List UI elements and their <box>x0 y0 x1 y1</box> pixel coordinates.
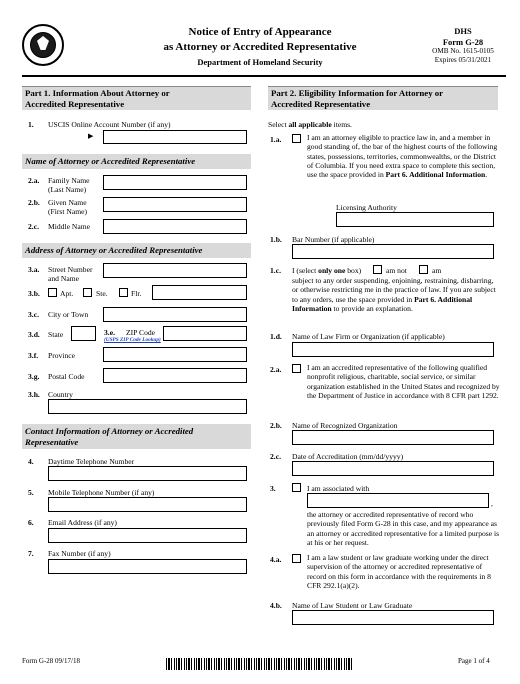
q1c-pre: I (select <box>292 266 319 275</box>
barcode-icon <box>166 658 352 670</box>
law-student-checkbox[interactable] <box>292 554 301 563</box>
name-section-heading: Name of Attorney or Accredited Representative <box>22 154 251 169</box>
arrow-icon: ▶ <box>88 132 94 140</box>
q1c-text: subject to any order suspending, enjoining, restraining, disbarring, or otherwise restricting me in the practice of law. If you are subject to any orders, use the space provided in <box>292 276 496 304</box>
licensing-authority-field[interactable] <box>336 212 494 227</box>
recognized-org-field[interactable] <box>292 430 494 445</box>
omb-number: OMB No. 1615-0105 <box>432 47 494 56</box>
select-pre: Select <box>268 120 289 129</box>
law-student-statement: I am a law student or law graduate working under the direct supervision of the attorney or accredited representative of record on this form in accordance with the requirements in 8 CFR 292.1(a)(2). <box>307 553 491 590</box>
am-not-checkbox[interactable] <box>373 265 382 274</box>
accredited-rep-statement: I am an accredited representative of the following qualified nonprofit religious, charitable, social service, or similar organization established in the United States and recognized by the Department of Justice in accordance with 8 CFR part 1292. <box>307 363 500 400</box>
q1d-number: 1.d. <box>270 332 282 341</box>
q1a-bold: Part 6. Additional Information <box>385 170 486 179</box>
family-name-field[interactable] <box>103 175 247 190</box>
q5-number: 5. <box>28 488 34 497</box>
q3c-number: 3.c. <box>28 310 39 319</box>
q4a-number-p2: 4.a. <box>270 555 282 564</box>
associated-statement: the attorney or accredited representative of record who previously filed Form G-28 in this case, and my appearance as an attorney or accredited representative for a limited purpose is at his or her request. <box>307 510 500 547</box>
law-firm-label: Name of Law Firm or Organization (if applicable) <box>292 332 445 341</box>
page-number: Page 1 of 4 <box>458 657 490 665</box>
apt-checkbox[interactable] <box>48 288 57 297</box>
form-number: Form G-28 <box>442 36 484 47</box>
street-label-1: Street Number <box>48 265 93 274</box>
contact-section-heading <box>22 424 251 449</box>
middle-name-field[interactable] <box>103 219 247 234</box>
province-field[interactable] <box>103 347 247 362</box>
q1a-text: I am an attorney eligible to practice law in, and a member in good standing of, the bar of the highest courts of the following states, possessions, territories, commonwealths, or the District of Columbia. If you need extra space to complete this section, use the space provided in <box>307 133 498 179</box>
middle-name-label: Middle Name <box>48 222 90 231</box>
q3f-number: 3.f. <box>28 351 39 360</box>
given-name-label-2: (First Name) <box>48 207 88 217</box>
q1c-number: 1.c. <box>270 266 281 275</box>
part1-title-line2: Accredited Representative <box>25 98 125 109</box>
part2-title-line2: Accredited Representative <box>271 98 371 109</box>
q2a-number-p2: 2.a. <box>270 365 282 374</box>
q3e-number: 3.e. <box>104 328 115 337</box>
given-name-label <box>48 198 87 217</box>
q3a-number: 3.a. <box>28 265 40 274</box>
ste-label: Ste. <box>96 289 108 298</box>
q1c-bold: only one <box>318 266 346 275</box>
q3h-number: 3.h. <box>28 390 40 399</box>
q3g-number: 3.g. <box>28 372 40 381</box>
daytime-phone-label: Daytime Telephone Number <box>48 457 135 466</box>
q2b-number-p2: 2.b. <box>270 421 282 430</box>
q1a-end: . <box>485 170 488 179</box>
uscis-account-field[interactable] <box>103 130 247 144</box>
mobile-phone-label: Mobile Telephone Number (if any) <box>48 488 155 497</box>
associated-label: I am associated with <box>307 484 370 493</box>
form-identifier <box>420 26 506 65</box>
given-name-field[interactable] <box>103 197 247 212</box>
province-label: Province <box>48 351 75 360</box>
family-name-label-2: (Last Name) <box>48 185 87 195</box>
state-select[interactable] <box>71 326 96 341</box>
agency: DHS <box>454 26 472 36</box>
ste-checkbox[interactable] <box>83 288 92 297</box>
part1-title <box>22 86 251 110</box>
family-name-label <box>48 176 90 195</box>
given-name-label-1: Given Name <box>48 198 87 207</box>
flr-label: Flr. <box>131 289 142 298</box>
dhs-seal-icon <box>22 24 64 66</box>
law-firm-field[interactable] <box>292 342 494 357</box>
department-name: Department of Homeland Security <box>197 57 323 67</box>
q4b-number-p2: 4.b. <box>270 601 282 610</box>
q3d-number: 3.d. <box>28 330 40 339</box>
select-post: items. <box>331 120 352 129</box>
form-edition-date: Form G-28 09/17/18 <box>22 657 80 665</box>
postal-code-field[interactable] <box>103 368 247 383</box>
q1a-number: 1.a. <box>270 135 282 144</box>
state-label: State <box>48 330 64 339</box>
part2-title <box>268 86 498 110</box>
part2-title-line1: Part 2. Eligibility Information for Attorney or <box>271 88 444 98</box>
q2a-number: 2.a. <box>28 176 40 185</box>
fax-label: Fax Number (if any) <box>48 549 111 558</box>
expiration: Expires 05/31/2021 <box>434 56 492 65</box>
header-rule <box>22 75 506 77</box>
q1c-bold2: Part 6. Additional Information <box>292 294 473 313</box>
street-label <box>48 265 93 284</box>
country-field[interactable] <box>48 399 247 414</box>
contact-heading-1: Contact Information of Attorney or Accredited <box>25 426 194 436</box>
email-label: Email Address (if any) <box>48 518 117 527</box>
law-student-name-label: Name of Law Student or Law Graduate <box>292 601 413 610</box>
q1c-intro <box>292 266 361 275</box>
street-label-2: and Name <box>48 274 79 284</box>
q1-number: 1. <box>28 120 34 129</box>
daytime-phone-field[interactable] <box>48 466 247 481</box>
city-field[interactable] <box>103 307 247 322</box>
title-line-2: as Attorney or Accredited Representative <box>163 40 357 53</box>
q7-number: 7. <box>28 549 34 558</box>
fax-field[interactable] <box>48 559 247 574</box>
unit-number-field[interactable] <box>152 285 247 300</box>
select-bold: all applicable <box>288 120 332 129</box>
recognized-org-label: Name of Recognized Organization <box>292 421 398 430</box>
part1-section <box>22 86 251 110</box>
q4-number: 4. <box>28 457 34 466</box>
family-name-label-1: Family Name <box>48 176 90 185</box>
title-line-1: Notice of Entry of Appearance <box>188 26 332 38</box>
accredited-rep-checkbox[interactable] <box>292 364 301 373</box>
am-label: am <box>432 266 442 275</box>
q1b-number: 1.b. <box>270 235 282 244</box>
q1c-statement <box>292 276 500 313</box>
street-field[interactable] <box>103 263 247 278</box>
city-label: City or Town <box>48 310 89 319</box>
q6-number: 6. <box>28 518 34 527</box>
attorney-statement <box>307 133 500 179</box>
am-not-label: am not <box>386 266 407 275</box>
zip-code-field[interactable] <box>163 326 247 341</box>
form-title <box>130 25 390 54</box>
q2c-number: 2.c. <box>28 222 39 231</box>
associated-comma: , <box>491 499 493 508</box>
flr-checkbox[interactable] <box>119 288 128 297</box>
address-section-heading: Address of Attorney or Accredited Representative <box>22 243 251 258</box>
licensing-authority-label: Licensing Authority <box>336 203 397 212</box>
associated-checkbox[interactable] <box>292 483 301 492</box>
mobile-phone-field[interactable] <box>48 497 247 512</box>
zip-label: ZIP Code <box>126 328 156 337</box>
q1-label: USCIS Online Account Number (if any) <box>48 120 171 129</box>
attorney-checkbox[interactable] <box>292 134 301 143</box>
q1c-end: to provide an explanation. <box>331 303 413 313</box>
postal-code-label: Postal Code <box>48 372 85 381</box>
part2-section <box>268 86 498 110</box>
am-checkbox[interactable] <box>419 265 428 274</box>
law-student-name-field[interactable] <box>292 610 494 625</box>
select-instruction <box>268 120 352 129</box>
apt-label: Apt. <box>60 289 74 298</box>
part1-title-line1: Part 1. Information About Attorney or <box>25 88 170 98</box>
bar-number-field[interactable] <box>292 244 494 259</box>
email-field[interactable] <box>48 528 247 543</box>
q2b-number: 2.b. <box>28 198 40 207</box>
contact-heading-2: Representative <box>25 436 79 447</box>
q3b-number: 3.b. <box>28 289 40 298</box>
q3-number-p2: 3. <box>270 484 276 493</box>
associated-with-field[interactable] <box>307 493 489 508</box>
accreditation-date-field[interactable] <box>292 461 494 476</box>
q1c-mid: box) <box>345 266 362 275</box>
q2c-number-p2: 2.c. <box>270 452 281 461</box>
zip-lookup-link[interactable]: (USPS ZIP Code Lookup) <box>104 337 161 343</box>
country-label: Country <box>48 390 73 399</box>
accreditation-date-label: Date of Accreditation (mm/dd/yyyy) <box>292 452 404 461</box>
bar-number-label: Bar Number (if applicable) <box>292 235 375 244</box>
